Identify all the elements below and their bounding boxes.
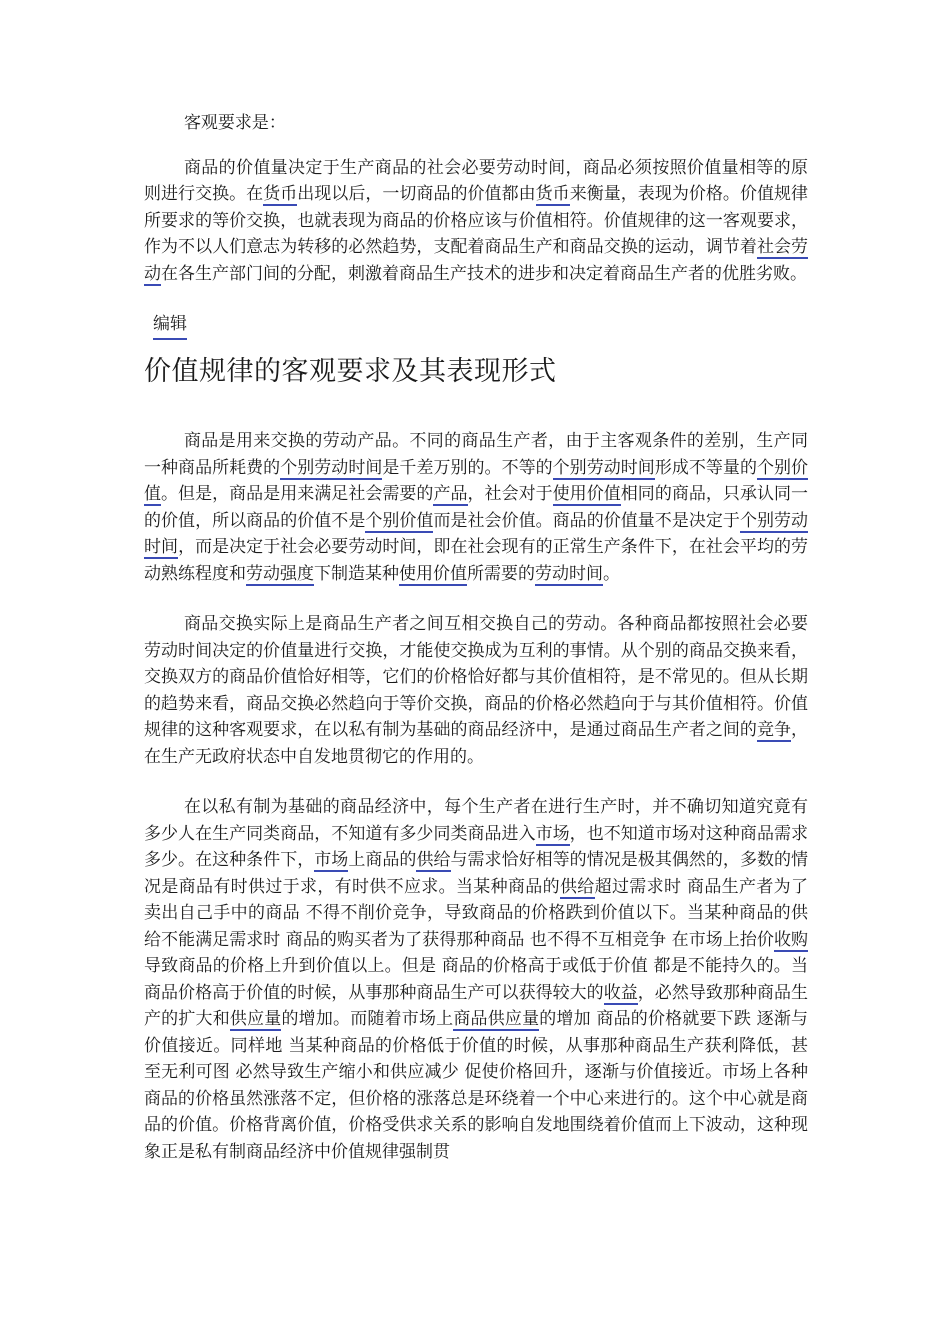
term-link[interactable]: 个别价值 <box>365 510 434 531</box>
text-run: 超过需求时 商品生产者为了卖出自己手中的商品 不得不削价竞争，导致商品的价格跌到价值以下。当某种商品的供给不能满足需求时 商品的购买者为了获得那种商品 也不得不互相竞争 在市场上抬价 <box>144 876 809 950</box>
term-link[interactable]: 供应量 <box>229 1009 282 1029</box>
term-link[interactable]: 市场 <box>535 823 570 844</box>
text-run: 的增加。而随着市场上 <box>281 1009 454 1029</box>
text-run: 所需要的 <box>467 563 535 584</box>
term-link[interactable]: 供给 <box>416 850 451 870</box>
text-run: 下制造某种 <box>314 563 399 584</box>
text-run: 相同的商品，只承认同一的价值，所以商品的价值不是 <box>144 484 809 531</box>
paragraph-commodity-value <box>144 428 808 587</box>
term-link[interactable]: 个别劳动时间 <box>144 510 809 557</box>
edit-link[interactable]: 编辑 <box>153 311 187 340</box>
text-run: 导致商品的价格上升到价值以上。但是 商品的价格高于或低于价值 都是不能持久的。当商品价格高于价值的时候，从事那种商品生产可以获得较大的 <box>144 956 808 1003</box>
term-link[interactable]: 货币 <box>535 184 570 204</box>
text-run: ，也不知道市场对这种商品需求多少。在这种条件下， <box>144 823 809 870</box>
text-run: 出现以后，一切商品的价值都由 <box>297 184 536 204</box>
text-run: 。 <box>603 563 620 584</box>
term-link[interactable]: 个别价值 <box>144 457 809 504</box>
text-run: 来衡量，表现为价格。价值规律所要求的等价交换，也就表现为商品的价格应该与价值相符。价值规律的这一客观要求，作为不以人们意志为转移的必然趋势，支配着商品生产和商品交换的运动，调节着 <box>144 184 809 257</box>
paragraph-commodity-exchange <box>144 611 808 770</box>
term-link[interactable]: 劳动强度 <box>246 563 314 584</box>
text-run: 形成不等量的 <box>654 457 757 478</box>
term-link[interactable]: 货币 <box>263 184 298 204</box>
text-run: ，必然导致那种商品生产的扩大和 <box>144 982 809 1029</box>
text-run: 与需求恰好相等的情况是极其偶然的，多数的情况是商品有时供过于求，有时供不应求。当某种商品的 <box>144 850 809 897</box>
section-title: 价值规律的客观要求及其表现形式 <box>144 356 557 387</box>
term-link[interactable]: 竞争 <box>756 720 792 740</box>
text-run: 商品是用来交换的劳动产品。不同的商品生产者，由于主客观条件的差别，生产同一种商品所耗费的 <box>144 431 808 478</box>
term-link[interactable]: 商品供应量 <box>453 1009 540 1029</box>
intro-text: 客观要求是： <box>183 113 286 133</box>
text-run: 商品交换实际上是商品生产者之间互相交换自己的劳动。各种商品都按照社会必要劳动时间决定的价值量进行交换，才能使交换成为互利的事情。从个别的商品交换来看，交换双方的商品价值恰好相等，它们的价格恰好都与其价值相符，是不常见的。但从长期的趋势来看，商品交换必然趋向于等价交换，商品的价格必然趋向于与其价值相符。价值规律的这种客观要求，在以私有制为基础的商品经济中，是通过商品生产者之间的 <box>144 614 808 740</box>
term-link[interactable]: 使用价值 <box>552 484 621 504</box>
term-link[interactable]: 个别劳动时间 <box>280 457 383 478</box>
term-link[interactable]: 使用价值 <box>399 563 467 584</box>
text-run: ，而是决定于社会必要劳动时间，即在社会现有的正常生产条件下，在社会平均的劳动熟练程度和 <box>144 537 809 584</box>
text-run: 是千差万别的。不等的 <box>382 457 553 478</box>
term-link[interactable]: 个别劳动时间 <box>552 457 655 478</box>
text-run: 商品的价值量决定于生产商品的社会必要劳动时间，商品必须按照价值量相等的原则进行交换。在 <box>144 157 808 204</box>
text-run: ，社会对于 <box>467 484 553 504</box>
text-run: 在各生产部门间的分配，刺激着商品生产技术的进步和决定着商品生产者的优胜劣败。 <box>161 263 807 284</box>
document-page <box>144 110 808 1165</box>
text-run: 在以私有制为基础的商品经济中，每个生产者在进行生产时，并不确切知道究竟有多少人在生产同类商品，不知道有多少同类商品进入 <box>144 797 808 844</box>
term-link[interactable]: 产品 <box>433 484 468 504</box>
term-link[interactable]: 劳动时间 <box>535 563 603 584</box>
term-link[interactable]: 供给 <box>559 876 595 897</box>
term-link[interactable]: 社会劳动 <box>144 237 809 284</box>
text-run: 的增加 商品的价格就要下跌 逐渐与价值接近。同样地 当某种商品的价格低于价值的时候，从事那种商品生产获利降低，甚至无利可图 必然导致生产缩小和供应减少 促使价格回升，逐渐与价值接近。市场上各种商品的价格虽然涨落不定，但价格的涨落总是环绕着一个中心来进行的。这个中心就是商品的价值。价格背离价值，价格受供求关系的影响自发地围绕着价值而上下波动，这种现象正是私有制商品经济中价值规律强制贯 <box>144 1009 809 1162</box>
text-run: 。但是，商品是用来满足社会需要的 <box>161 484 434 504</box>
paragraph-private-ownership <box>144 794 808 1165</box>
term-link[interactable]: 市场 <box>314 850 349 870</box>
text-run: 上商品的 <box>348 850 417 870</box>
term-link[interactable]: 收购 <box>773 929 808 950</box>
text-run: ，在生产无政府状态中自发地贯彻它的作用的。 <box>144 720 809 767</box>
term-link[interactable]: 收益 <box>603 982 638 1003</box>
text-run: 而是社会价值。商品的价值量不是决定于 <box>433 510 740 531</box>
paragraph-objective-requirement <box>144 155 808 288</box>
